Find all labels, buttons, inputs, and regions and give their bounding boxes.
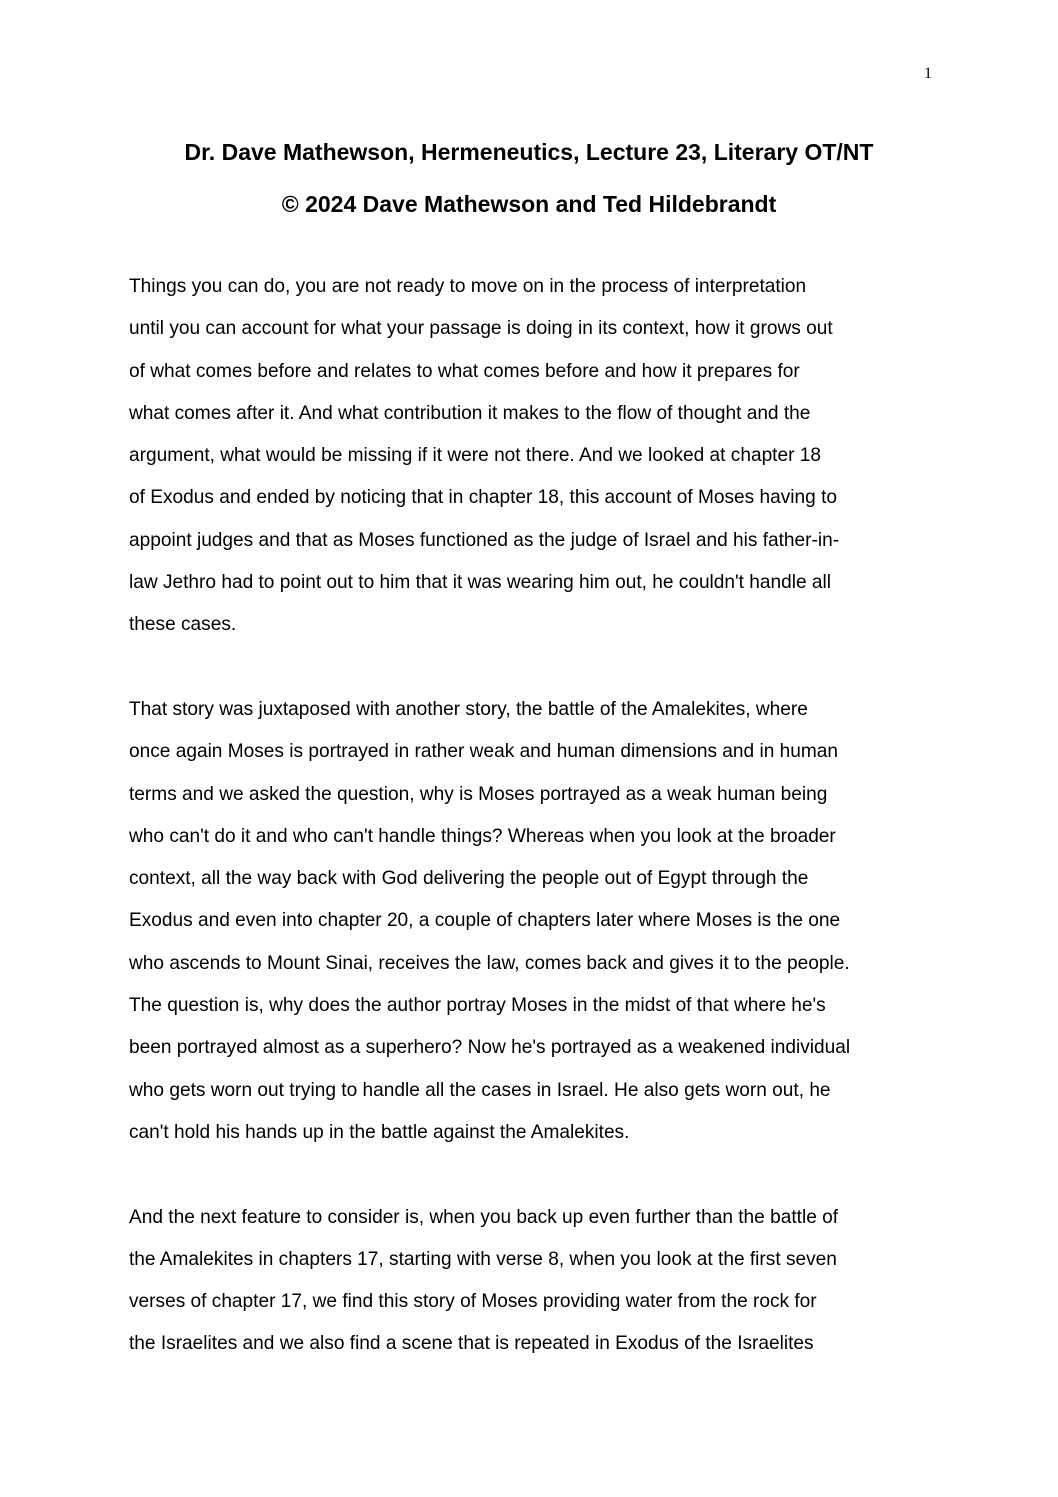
- page-number: 1: [924, 65, 932, 82]
- text-line: argument, what would be missing if it were not there. And we looked at chapter 18: [129, 445, 822, 467]
- text-line: And the next feature to consider is, when you back up even further than the battle of: [129, 1206, 839, 1228]
- text-line: who gets worn out trying to handle all the cases in Israel. He also gets worn out, he: [129, 1079, 831, 1101]
- text-line: been portrayed almost as a superhero? Now he's portrayed as a weakened individual: [129, 1037, 851, 1059]
- text-line: can't hold his hands up in the battle against the Amalekites.: [129, 1121, 630, 1143]
- text-line: the Israelites and we also find a scene that is repeated in Exodus of the Israelites: [129, 1333, 814, 1355]
- text-line: appoint judges and that as Moses functioned as the judge of Israel and his father-in-: [129, 529, 840, 551]
- text-line: what comes after it. And what contribution it makes to the flow of thought and the: [129, 402, 811, 424]
- text-line: The question is, why does the author portray Moses in the midst of that where he's: [129, 995, 826, 1017]
- text-line: context, all the way back with God delivering the people out of Egypt through the: [129, 868, 809, 890]
- text-line: who ascends to Mount Sinai, receives the law, comes back and gives it to the people.: [129, 952, 850, 974]
- text-line: Exodus and even into chapter 20, a couple of chapters later where Moses is the one: [129, 910, 841, 932]
- paragraph-2: [129, 689, 949, 1154]
- paragraph-1: [129, 266, 949, 647]
- text-line: terms and we asked the question, why is Moses portrayed as a weak human being: [129, 783, 828, 805]
- text-line: verses of chapter 17, we find this story of Moses providing water from the rock for: [129, 1291, 817, 1313]
- document-title: [0, 126, 1058, 230]
- text-line: of Exodus and ended by noticing that in chapter 18, this account of Moses having to: [129, 487, 837, 509]
- text-line: law Jethro had to point out to him that it was wearing him out, he couldn't handle all: [129, 572, 832, 594]
- text-line: Things you can do, you are not ready to move on in the process of interpretation: [129, 276, 807, 297]
- paragraph-3: [129, 1197, 949, 1366]
- text-line: these cases.: [129, 614, 237, 636]
- text-line: of what comes before and relates to what comes before and how it prepares for: [129, 360, 800, 382]
- text-line: until you can account for what your passage is doing in its context, how it grows out: [129, 318, 833, 340]
- text-line: the Amalekites in chapters 17, starting with verse 8, when you look at the first seven: [129, 1248, 837, 1270]
- title-line-copyright: © 2024 Dave Mathewson and Ted Hildebrandt: [281, 191, 777, 217]
- text-line: That story was juxtaposed with another story, the battle of the Amalekites, where: [129, 698, 808, 720]
- text-line: once again Moses is portrayed in rather weak and human dimensions and in human: [129, 741, 839, 763]
- lecture-transcript: [129, 266, 949, 1408]
- text-line: who can't do it and who can't handle things? Whereas when you look at the broader: [129, 825, 836, 847]
- title-line-lecture: Dr. Dave Mathewson, Hermeneutics, Lecture 23, Literary OT/NT: [184, 139, 874, 165]
